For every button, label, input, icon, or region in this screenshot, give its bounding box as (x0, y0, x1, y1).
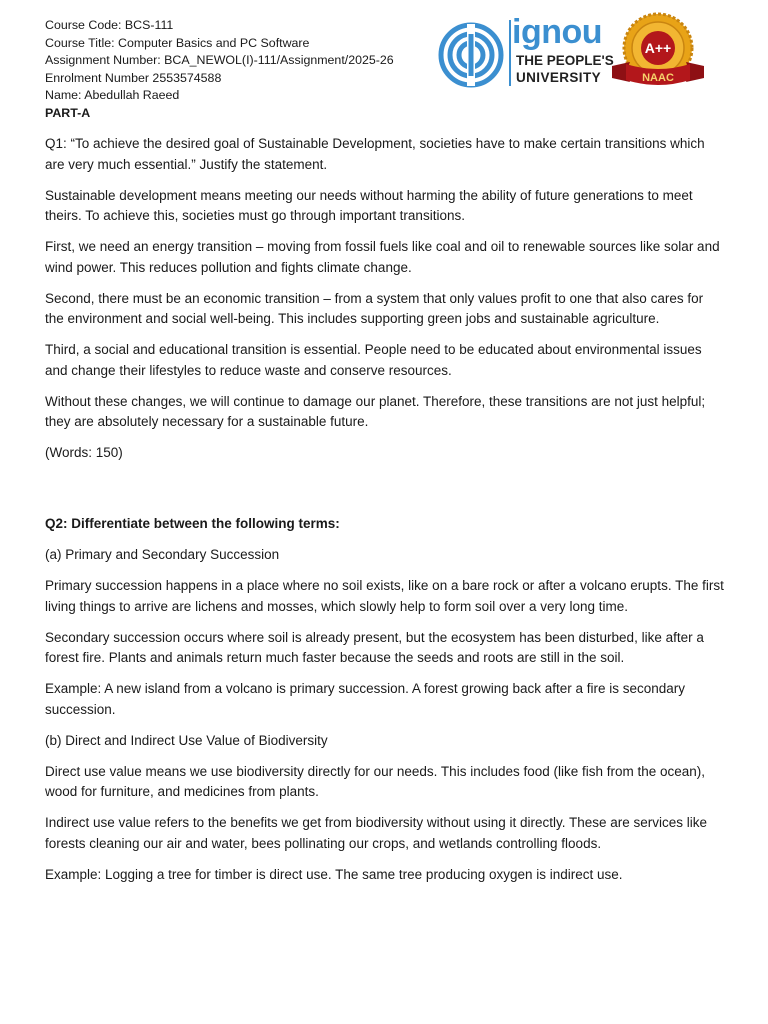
q2-part-a-paragraph: Primary succession happens in a place where no soil exists, like on a bare rock or after a volcano erupts. The first living things to arrive are lichens and mosses, which slowly help to form soil over a very long time. (45, 578, 724, 614)
student-name: Name: Abedullah Raeed (45, 88, 180, 103)
seal-grade: A++ (644, 40, 672, 56)
q2-part-b-paragraph: Example: Logging a tree for timber is direct use. The same tree producing oxygen is indirect use. (45, 866, 623, 882)
logo-divider (509, 20, 511, 86)
q2-part-a-paragraph: Secondary succession occurs where soil is already present, but the ecosystem has been disturbed, like after a forest fire. Plants and animals return much faster because the seeds and roots are still in the soil. (45, 629, 704, 665)
logo-tagline-2: UNIVERSITY (516, 70, 602, 85)
part-title: PART-A (45, 105, 91, 120)
logo-tagline-1: THE PEOPLE'S (516, 53, 614, 68)
q1-question: Q1: “To achieve the desired goal of Sustainable Development, societies have to make certain transitions which are very much essential.” Justify the statement. (45, 136, 705, 172)
logo-wordmark: ignou (512, 13, 603, 51)
q1-paragraph: First, we need an energy transition – moving from fossil fuels like coal and oil to renewable sources like solar and wind power. This reduces pollution and fights climate change. (45, 239, 720, 275)
q1-paragraph: Third, a social and educational transition is essential. People need to be educated about environmental issues and change their lifestyles to reduce waste and conserve resources. (45, 342, 702, 378)
seal-label: NAAC (642, 72, 674, 84)
answer-body (45, 134, 725, 896)
q2-part-b-heading: (b) Direct and Indirect Use Value of Biodiversity (45, 732, 328, 748)
header-info (45, 17, 394, 123)
assignment-number: Assignment Number: BCA_NEWOL(I)-111/Assignment/2025-26 (45, 53, 394, 68)
course-code: Course Code: BCS-111 (45, 18, 174, 32)
q1-paragraph: Without these changes, we will continue to damage our planet. Therefore, these transitions are not just helpful; they are absolutely necessary for a sustainable future. (45, 393, 706, 429)
q2-question: Q2: Differentiate between the following terms: (45, 516, 340, 531)
q2-part-b-paragraph: Direct use value means we use biodiversity directly for our needs. This includes food (like fish from the ocean), wood for furniture, and medicines from plants. (45, 763, 706, 799)
course-title: Course Title: Computer Basics and PC Software (45, 35, 310, 50)
naac-seal-icon (608, 12, 708, 94)
ignou-emblem-icon (437, 22, 505, 88)
ignou-logo (437, 13, 614, 90)
q2-part-a-paragraph: Example: A new island from a volcano is primary succession. A forest growing back after a fire is secondary succession. (45, 681, 686, 717)
q1-paragraph: Second, there must be an economic transition – from a system that only values profit to one that also cares for the environment and social well-being. This includes supporting green jobs and sustainable agriculture. (45, 290, 704, 326)
enrolment-number: Enrolment Number 2553574588 (45, 70, 222, 85)
q1-paragraph: Sustainable development means meeting our needs without harming the ability of future generations to meet theirs. To achieve this, societies must go through important transitions. (45, 187, 693, 223)
q1-word-count: (Words: 150) (45, 445, 123, 460)
q2-part-b-paragraph: Indirect use value refers to the benefits we get from biodiversity without using it directly. These are services like forests cleaning our air and water, bees pollinating our crops, and wetlands controlling floods. (45, 815, 708, 851)
q2-part-a-heading: (a) Primary and Secondary Succession (45, 547, 280, 562)
